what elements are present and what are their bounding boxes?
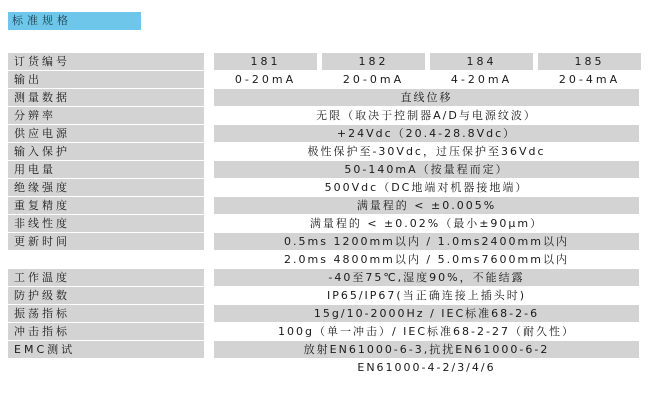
output-cell: 4-20mA (430, 71, 533, 88)
spec-value: 100g（单一冲击）/ IEC标准68-2-27（耐久性） (214, 323, 639, 340)
spec-label: 防护级数 (8, 287, 204, 304)
spec-label: 供应电源 (8, 125, 204, 142)
spec-label: 重复精度 (8, 197, 204, 214)
spec-value: 50-140mA（按量程而定） (214, 161, 639, 178)
section-title: 标准规格 (8, 12, 141, 30)
spec-label: 用电量 (8, 161, 204, 178)
spec-value: 极性保护至-30Vdc，过压保护至36Vdc (214, 143, 639, 160)
spec-label: 冲击指标 (8, 323, 204, 340)
output-cell: 0-20mA (214, 71, 317, 88)
spec-value: 放射EN61000-6-3,抗扰EN61000-6-2 (214, 341, 639, 358)
spec-label-output: 输出 (8, 71, 204, 88)
order-code-cell: 184 (430, 53, 533, 70)
spec-value-continued: EN61000-4-2/3/4/6 (214, 359, 639, 376)
spec-label: 非线性度 (8, 215, 204, 232)
spec-value: IP65/IP67(当正确连接上插头时) (214, 287, 639, 304)
spec-label: 工作温度 (8, 269, 204, 286)
spec-label: 输入保护 (8, 143, 204, 160)
spec-value: 直线位移 (214, 89, 639, 106)
spec-value: 满量程的 < ±0.02%（最小±90μm） (214, 215, 639, 232)
order-code-cell: 185 (538, 53, 641, 70)
spec-value: -40至75℃,湿度90%，不能结露 (214, 269, 639, 286)
spec-value: 15g/10-2000Hz / IEC标准68-2-6 (214, 305, 639, 322)
spec-label: EMC测试 (8, 341, 204, 358)
spec-label: 分辨率 (8, 107, 204, 124)
spec-label: 振荡指标 (8, 305, 204, 322)
spec-value-continued: 2.0ms 4800mm以内 / 5.0ms7600mm以内 (214, 251, 639, 268)
spec-value: 满量程的 < ±0.005% (214, 197, 639, 214)
spec-label: 更新时间 (8, 233, 204, 250)
output-cell: 20-4mA (538, 71, 641, 88)
spec-label: 绝缘强度 (8, 179, 204, 196)
spec-value: 0.5ms 1200mm以内 / 1.0ms2400mm以内 (214, 233, 639, 250)
spec-label-order-code: 订货编号 (8, 53, 204, 70)
order-code-cell: 182 (322, 53, 425, 70)
order-code-cell: 181 (214, 53, 317, 70)
spec-label: 测量数据 (8, 89, 204, 106)
spec-value: 500Vdc（DC地端对机器接地端） (214, 179, 639, 196)
spec-value: 无限（取决于控制器A/D与电源纹波） (214, 107, 639, 124)
output-cell: 20-0mA (322, 71, 425, 88)
spec-value: +24Vdc（20.4-28.8Vdc） (214, 125, 639, 142)
